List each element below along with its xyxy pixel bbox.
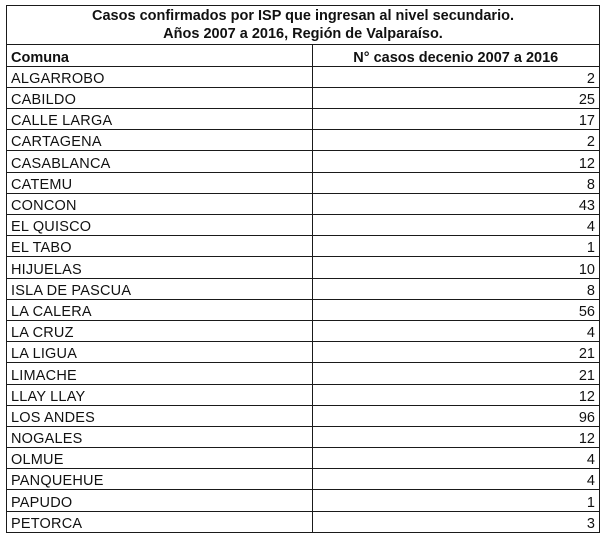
table-row — [7, 66, 599, 87]
header-row — [7, 45, 599, 66]
commune-cell: CONCON — [7, 193, 312, 214]
cases-table — [7, 45, 599, 532]
table-row — [7, 109, 599, 130]
case-count-cell: 12 — [312, 426, 599, 447]
case-count-cell: 4 — [312, 215, 599, 236]
table-row — [7, 490, 599, 511]
case-count-cell: 4 — [312, 448, 599, 469]
case-count-cell: 43 — [312, 193, 599, 214]
table-row — [7, 448, 599, 469]
table-row — [7, 151, 599, 172]
case-count-cell: 4 — [312, 320, 599, 341]
table-row — [7, 172, 599, 193]
commune-cell: HIJUELAS — [7, 257, 312, 278]
commune-cell: ALGARROBO — [7, 66, 312, 87]
commune-cell: LA CRUZ — [7, 320, 312, 341]
case-count-cell: 1 — [312, 236, 599, 257]
table-row — [7, 278, 599, 299]
title-line-2: Años 2007 a 2016, Región de Valparaíso. — [163, 26, 443, 42]
table-row — [7, 405, 599, 426]
commune-cell: LA CALERA — [7, 299, 312, 320]
cases-table-document — [6, 5, 600, 533]
case-count-cell: 8 — [312, 172, 599, 193]
table-row — [7, 87, 599, 108]
table-row — [7, 193, 599, 214]
commune-cell: CABILDO — [7, 87, 312, 108]
case-count-cell: 4 — [312, 469, 599, 490]
commune-cell: LOS ANDES — [7, 405, 312, 426]
commune-cell: OLMUE — [7, 448, 312, 469]
case-count-cell: 96 — [312, 405, 599, 426]
commune-cell: CATEMU — [7, 172, 312, 193]
table-row — [7, 236, 599, 257]
table-row — [7, 426, 599, 447]
case-count-cell: 12 — [312, 151, 599, 172]
table-row — [7, 215, 599, 236]
case-count-cell: 1 — [312, 490, 599, 511]
commune-cell: CASABLANCA — [7, 151, 312, 172]
commune-cell: NOGALES — [7, 426, 312, 447]
table-row — [7, 511, 599, 532]
table-row — [7, 384, 599, 405]
case-count-cell: 2 — [312, 66, 599, 87]
case-count-cell: 25 — [312, 87, 599, 108]
case-count-cell: 21 — [312, 363, 599, 384]
commune-cell: PETORCA — [7, 511, 312, 532]
commune-cell: CARTAGENA — [7, 130, 312, 151]
case-count-cell: 56 — [312, 299, 599, 320]
case-count-cell: 8 — [312, 278, 599, 299]
column-header-commune: Comuna — [7, 45, 312, 66]
commune-cell: LA LIGUA — [7, 342, 312, 363]
case-count-cell: 10 — [312, 257, 599, 278]
commune-cell: CALLE LARGA — [7, 109, 312, 130]
commune-cell: EL TABO — [7, 236, 312, 257]
case-count-cell: 21 — [312, 342, 599, 363]
title-line-1: Casos confirmados por ISP que ingresan al nivel secundario. — [92, 8, 514, 24]
table-title — [7, 6, 599, 45]
table-row — [7, 257, 599, 278]
table-row — [7, 363, 599, 384]
case-count-cell: 2 — [312, 130, 599, 151]
case-count-cell: 12 — [312, 384, 599, 405]
table-row — [7, 320, 599, 341]
table-row — [7, 130, 599, 151]
commune-cell: LLAY LLAY — [7, 384, 312, 405]
commune-cell: LIMACHE — [7, 363, 312, 384]
table-row — [7, 469, 599, 490]
table-row — [7, 342, 599, 363]
case-count-cell: 3 — [312, 511, 599, 532]
case-count-cell: 17 — [312, 109, 599, 130]
commune-cell: EL QUISCO — [7, 215, 312, 236]
commune-cell: ISLA DE PASCUA — [7, 278, 312, 299]
commune-cell: PAPUDO — [7, 490, 312, 511]
column-header-count: N° casos decenio 2007 a 2016 — [312, 45, 599, 66]
commune-cell: PANQUEHUE — [7, 469, 312, 490]
table-row — [7, 299, 599, 320]
